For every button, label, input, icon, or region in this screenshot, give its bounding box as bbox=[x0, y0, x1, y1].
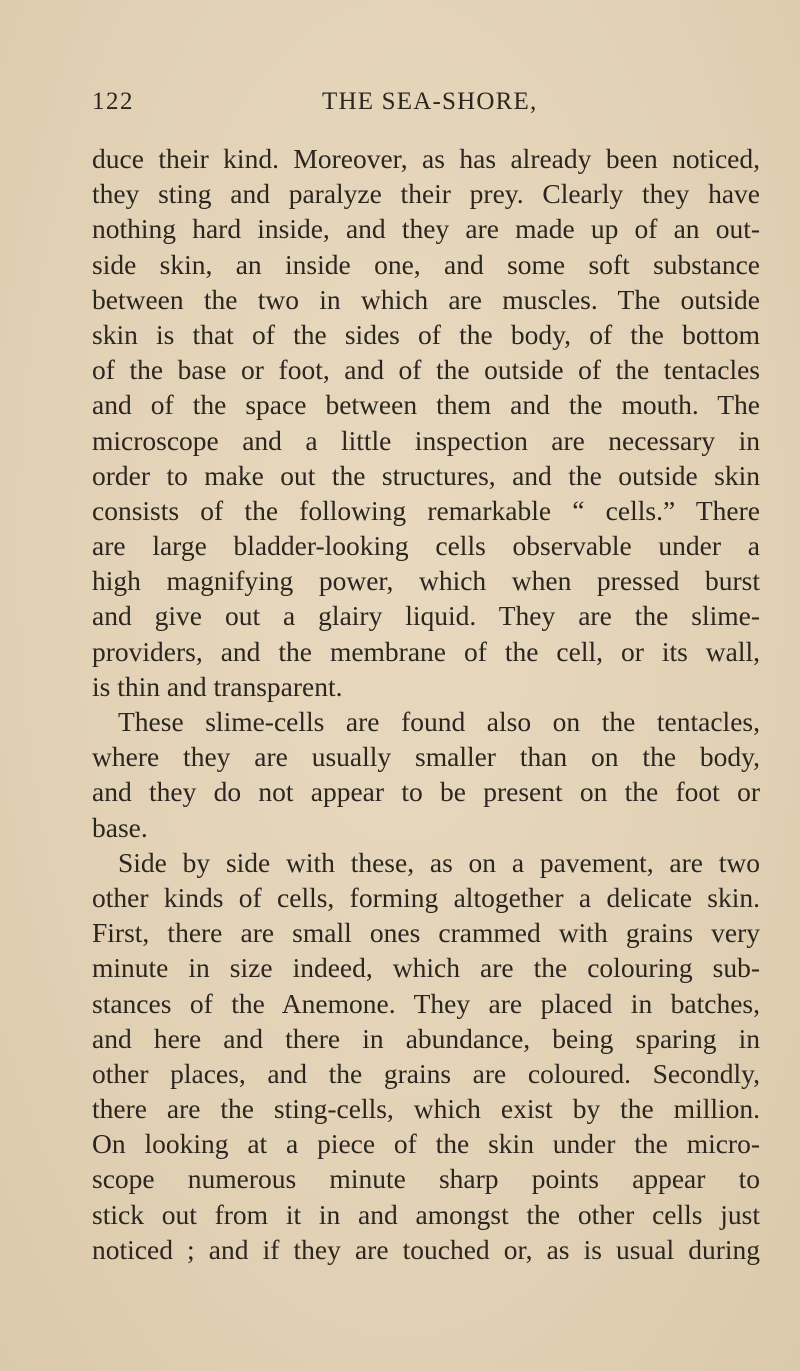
text-line: and give out a glairy liquid. They are the slime- bbox=[92, 600, 760, 632]
text-line: base. bbox=[92, 811, 148, 843]
text-line: are large bladder-looking cells observable under a bbox=[92, 530, 760, 562]
running-head bbox=[92, 88, 702, 118]
text-line: and here and there in abundance, being sparing in bbox=[92, 1022, 760, 1054]
text-line: On looking at a piece of the skin under the micro- bbox=[92, 1128, 760, 1160]
text-line: scope numerous minute sharp points appear to bbox=[92, 1163, 760, 1195]
text-line: microscope and a little inspection are necessary in bbox=[92, 424, 760, 456]
text-line: they sting and paralyze their prey. Clearly they have bbox=[92, 178, 760, 210]
text-line: there are the sting-cells, which exist by the million. bbox=[92, 1093, 760, 1125]
text-line: other places, and the grains are coloured. Secondly, bbox=[92, 1057, 760, 1089]
text-line: high magnifying power, which when pressed burst bbox=[92, 565, 760, 597]
body-text bbox=[92, 141, 760, 1267]
text-line: These slime-cells are found also on the tentacles, bbox=[118, 706, 760, 737]
text-line: duce their kind. Moreover, as has already been noticed, bbox=[92, 143, 760, 174]
text-line: side skin, an inside one, and some soft substance bbox=[92, 248, 760, 280]
text-line: consists of the following remarkable “ cells.” There bbox=[92, 494, 760, 526]
text-line: where they are usually smaller than on the body, bbox=[92, 741, 760, 773]
text-line: providers, and the membrane of the cell, or its wall, bbox=[92, 635, 760, 667]
text-line: other kinds of cells, forming altogether a delicate skin. bbox=[92, 881, 760, 913]
text-line: Side by side with these, as on a pavement, are two bbox=[118, 846, 760, 878]
text-line: noticed ; and if they are touched or, as is usual during bbox=[92, 1233, 760, 1265]
text-line: and of the space between them and the mouth. The bbox=[92, 389, 760, 421]
text-line: of the base or foot, and of the outside of the tentacles bbox=[92, 354, 760, 386]
text-line: minute in size indeed, which are the colouring sub- bbox=[92, 952, 760, 984]
text-line: order to make out the structures, and the outside skin bbox=[92, 459, 760, 491]
text-line: stances of the Anemone. They are placed in batches, bbox=[92, 987, 760, 1019]
running-title: THE SEA-SHORE, bbox=[322, 88, 538, 115]
text-line: and they do not appear to be present on the foot or bbox=[92, 776, 760, 808]
text-line: between the two in which are muscles. The outside bbox=[92, 283, 760, 315]
text-line: nothing hard inside, and they are made up of an out- bbox=[92, 213, 760, 245]
text-line: First, there are small ones crammed with grains very bbox=[92, 917, 760, 949]
text-line: skin is that of the sides of the body, of the bottom bbox=[92, 318, 760, 350]
text-line: stick out from it in and amongst the other cells just bbox=[92, 1198, 760, 1230]
text-line: is thin and transparent. bbox=[92, 670, 343, 702]
page-number: 122 bbox=[92, 88, 134, 115]
